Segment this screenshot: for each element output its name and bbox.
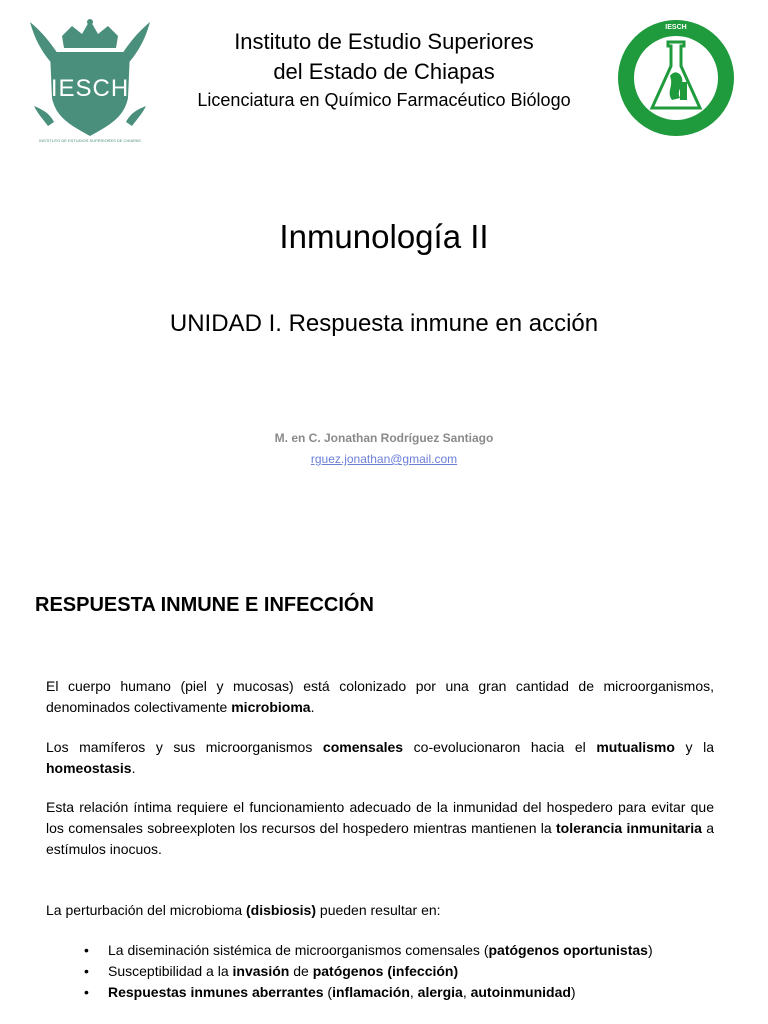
paragraph-tolerancia: Esta relación íntima requiere el funcionamiento adecuado de la inmunidad del hospedero para evitar que los comensales sobreexploten los recursos del hospedero mientras mantienen la tolerancia inmunitaria a estímulos inocuos. <box>46 799 714 857</box>
paragraph-disbiosis: La perturbación del microbioma (disbiosis) pueden resultar en: <box>46 902 441 918</box>
institution-name-line1: Instituto de Estudio Superiores <box>234 29 534 54</box>
left-logo-text: IESCH <box>50 75 130 102</box>
bullet-icon: • <box>84 942 89 958</box>
right-logo-ring-text: QUÍMICO FARMACÉUTICO BIÓLOGO <box>633 78 719 121</box>
bullet-icon: • <box>84 963 89 979</box>
author-email-link[interactable]: rguez.jonathan@gmail.com <box>310 452 458 466</box>
content-slide <box>0 560 768 1024</box>
list-item: • La diseminación sistémica de microorganismos comensales (patógenos oportunistas) <box>84 940 724 961</box>
course-title: Inmunología II <box>279 218 489 255</box>
paragraph-microbioma: El cuerpo humano (piel y mucosas) está colonizado por una gran cantidad de microorganismos, denominados colectivamente microbioma. <box>46 678 714 715</box>
institution-name-line2: del Estado de Chiapas <box>273 59 495 84</box>
program-name: Licenciatura en Químico Farmacéutico Biólogo <box>197 90 571 110</box>
section-heading: RESPUESTA INMUNE E INFECCIÓN <box>35 594 374 616</box>
list-item: • Respuestas inmunes aberrantes (inflamación, alergia, autoinmunidad) <box>84 982 724 1003</box>
list-item: • Susceptibilidad a la invasión de patógenos (infección) <box>84 961 724 982</box>
bullet-icon: • <box>84 984 89 1000</box>
paragraph-comensales: Los mamíferos y sus microorganismos comensales co-evolucionaron hacia el mutualismo y la homeostasis. <box>46 739 714 776</box>
unit-title: UNIDAD I. Respuesta inmune en acción <box>169 310 599 337</box>
left-logo-subtext: INSTITUTO DE ESTUDIOS SUPERIORES DE CHIAPAS <box>39 138 141 143</box>
qfb-logo-right <box>614 16 738 140</box>
author-name: M. en C. Jonathan Rodríguez Santiago <box>274 431 494 445</box>
consequences-list <box>84 940 724 1003</box>
right-logo-top-text: IESCH <box>665 24 687 31</box>
